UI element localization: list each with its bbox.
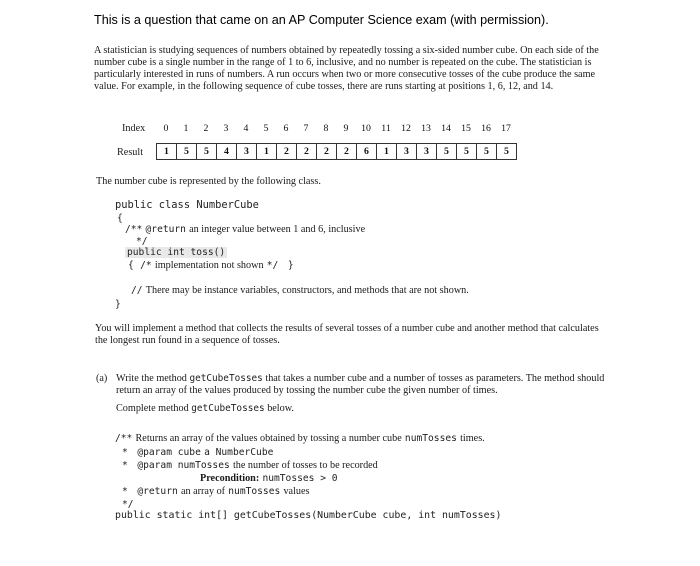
represented-text: The number cube is represented by the following class.: [96, 176, 321, 187]
result-table: [156, 143, 517, 160]
complete-method-text: Complete method getCubeTosses below.: [116, 403, 294, 414]
part-a-text: Write the method getCubeTosses that takes a number cube and a number of tosses as parameters. The method should return an array of the values produced by tossing the number cube the given number of times.: [116, 373, 605, 397]
toss-doc-close: */: [136, 236, 148, 247]
result-cell: 2: [337, 144, 357, 160]
index-cell: 5: [263, 123, 269, 134]
part-a-label: (a): [96, 373, 108, 384]
result-cell: 3: [397, 144, 417, 160]
index-cell: 17: [501, 123, 511, 134]
index-label: Index: [122, 123, 146, 134]
result-label: Result: [117, 147, 144, 158]
doc-param-cube: * @param cube a NumberCube: [122, 447, 274, 458]
result-cell: 6: [357, 144, 377, 160]
result-cell: 2: [317, 144, 337, 160]
result-cell: 2: [277, 144, 297, 160]
doc-return-line: * @return an array of numTosses values: [122, 486, 310, 497]
index-cell: 1: [183, 123, 189, 134]
result-cell: 5: [457, 144, 477, 160]
index-cell: 7: [303, 123, 309, 134]
index-cell: 3: [223, 123, 229, 134]
doc-param-numtosses: * @param numTosses the number of tosses to be recorded: [122, 460, 378, 471]
result-cell: 3: [237, 144, 257, 160]
index-cell: 15: [461, 123, 471, 134]
implement-paragraph: You will implement a method that collects the results of several tosses of a number cube and another method that calculates the longest run found in a sequence of tosses.: [95, 323, 599, 347]
index-cell: 2: [203, 123, 209, 134]
index-cell: 12: [401, 123, 411, 134]
class-declaration: public class NumberCube: [115, 199, 259, 211]
result-cell: 5: [177, 144, 197, 160]
index-cell: 11: [381, 123, 391, 134]
result-cell: 4: [217, 144, 237, 160]
doc-close: */: [122, 499, 134, 510]
index-cell: 13: [421, 123, 431, 134]
result-cell: 5: [477, 144, 497, 160]
result-cell: 5: [497, 144, 517, 160]
index-cell: 9: [343, 123, 349, 134]
index-cell: 16: [481, 123, 491, 134]
class-open-brace: {: [117, 213, 123, 224]
doc-precondition: Precondition: numTosses > 0: [200, 473, 338, 484]
index-cell: 8: [323, 123, 329, 134]
result-cell: 2: [297, 144, 317, 160]
index-cell: 14: [441, 123, 451, 134]
index-cell: 10: [361, 123, 371, 134]
result-cell: 5: [437, 144, 457, 160]
doc-returns-line: /** Returns an array of the values obtained by tossing a number cube numTosses times.: [115, 433, 485, 444]
page-heading: This is a question that came on an AP Computer Science exam (with permission).: [94, 13, 549, 27]
result-cell: 1: [157, 144, 177, 160]
index-cell: 6: [283, 123, 289, 134]
index-cell: 4: [243, 123, 249, 134]
result-cell: 5: [197, 144, 217, 160]
class-close-brace: }: [115, 299, 121, 310]
result-cell: 3: [417, 144, 437, 160]
toss-doc-comment: /** @return an integer value between 1 and 6, inclusive: [125, 224, 366, 235]
result-cell: 1: [377, 144, 397, 160]
method-signature: public static int[] getCubeTosses(NumberCube cube, int numTosses): [115, 510, 502, 521]
intro-paragraph: A statistician is studying sequences of numbers obtained by repeatedly tossing a six-sided number cube. On each side of the number cube is a single number in the range of 1 to 6, inclusive, and no number is repeated on the cube. The statistician is particularly interested in runs of numbers. A run occurs when two or more consecutive tosses of the cube produce the same value. For example, in the following sequence of cube tosses, there are runs starting at positions 1, 6, 12, and 14.: [94, 45, 599, 93]
toss-implementation: { /* implementation not shown */ }: [128, 260, 294, 271]
index-cell: 0: [163, 123, 169, 134]
result-cell: 1: [257, 144, 277, 160]
toss-method-signature: public int toss(): [127, 247, 226, 258]
instance-vars-note: // There may be instance variables, constructors, and methods that are not shown.: [131, 285, 469, 296]
